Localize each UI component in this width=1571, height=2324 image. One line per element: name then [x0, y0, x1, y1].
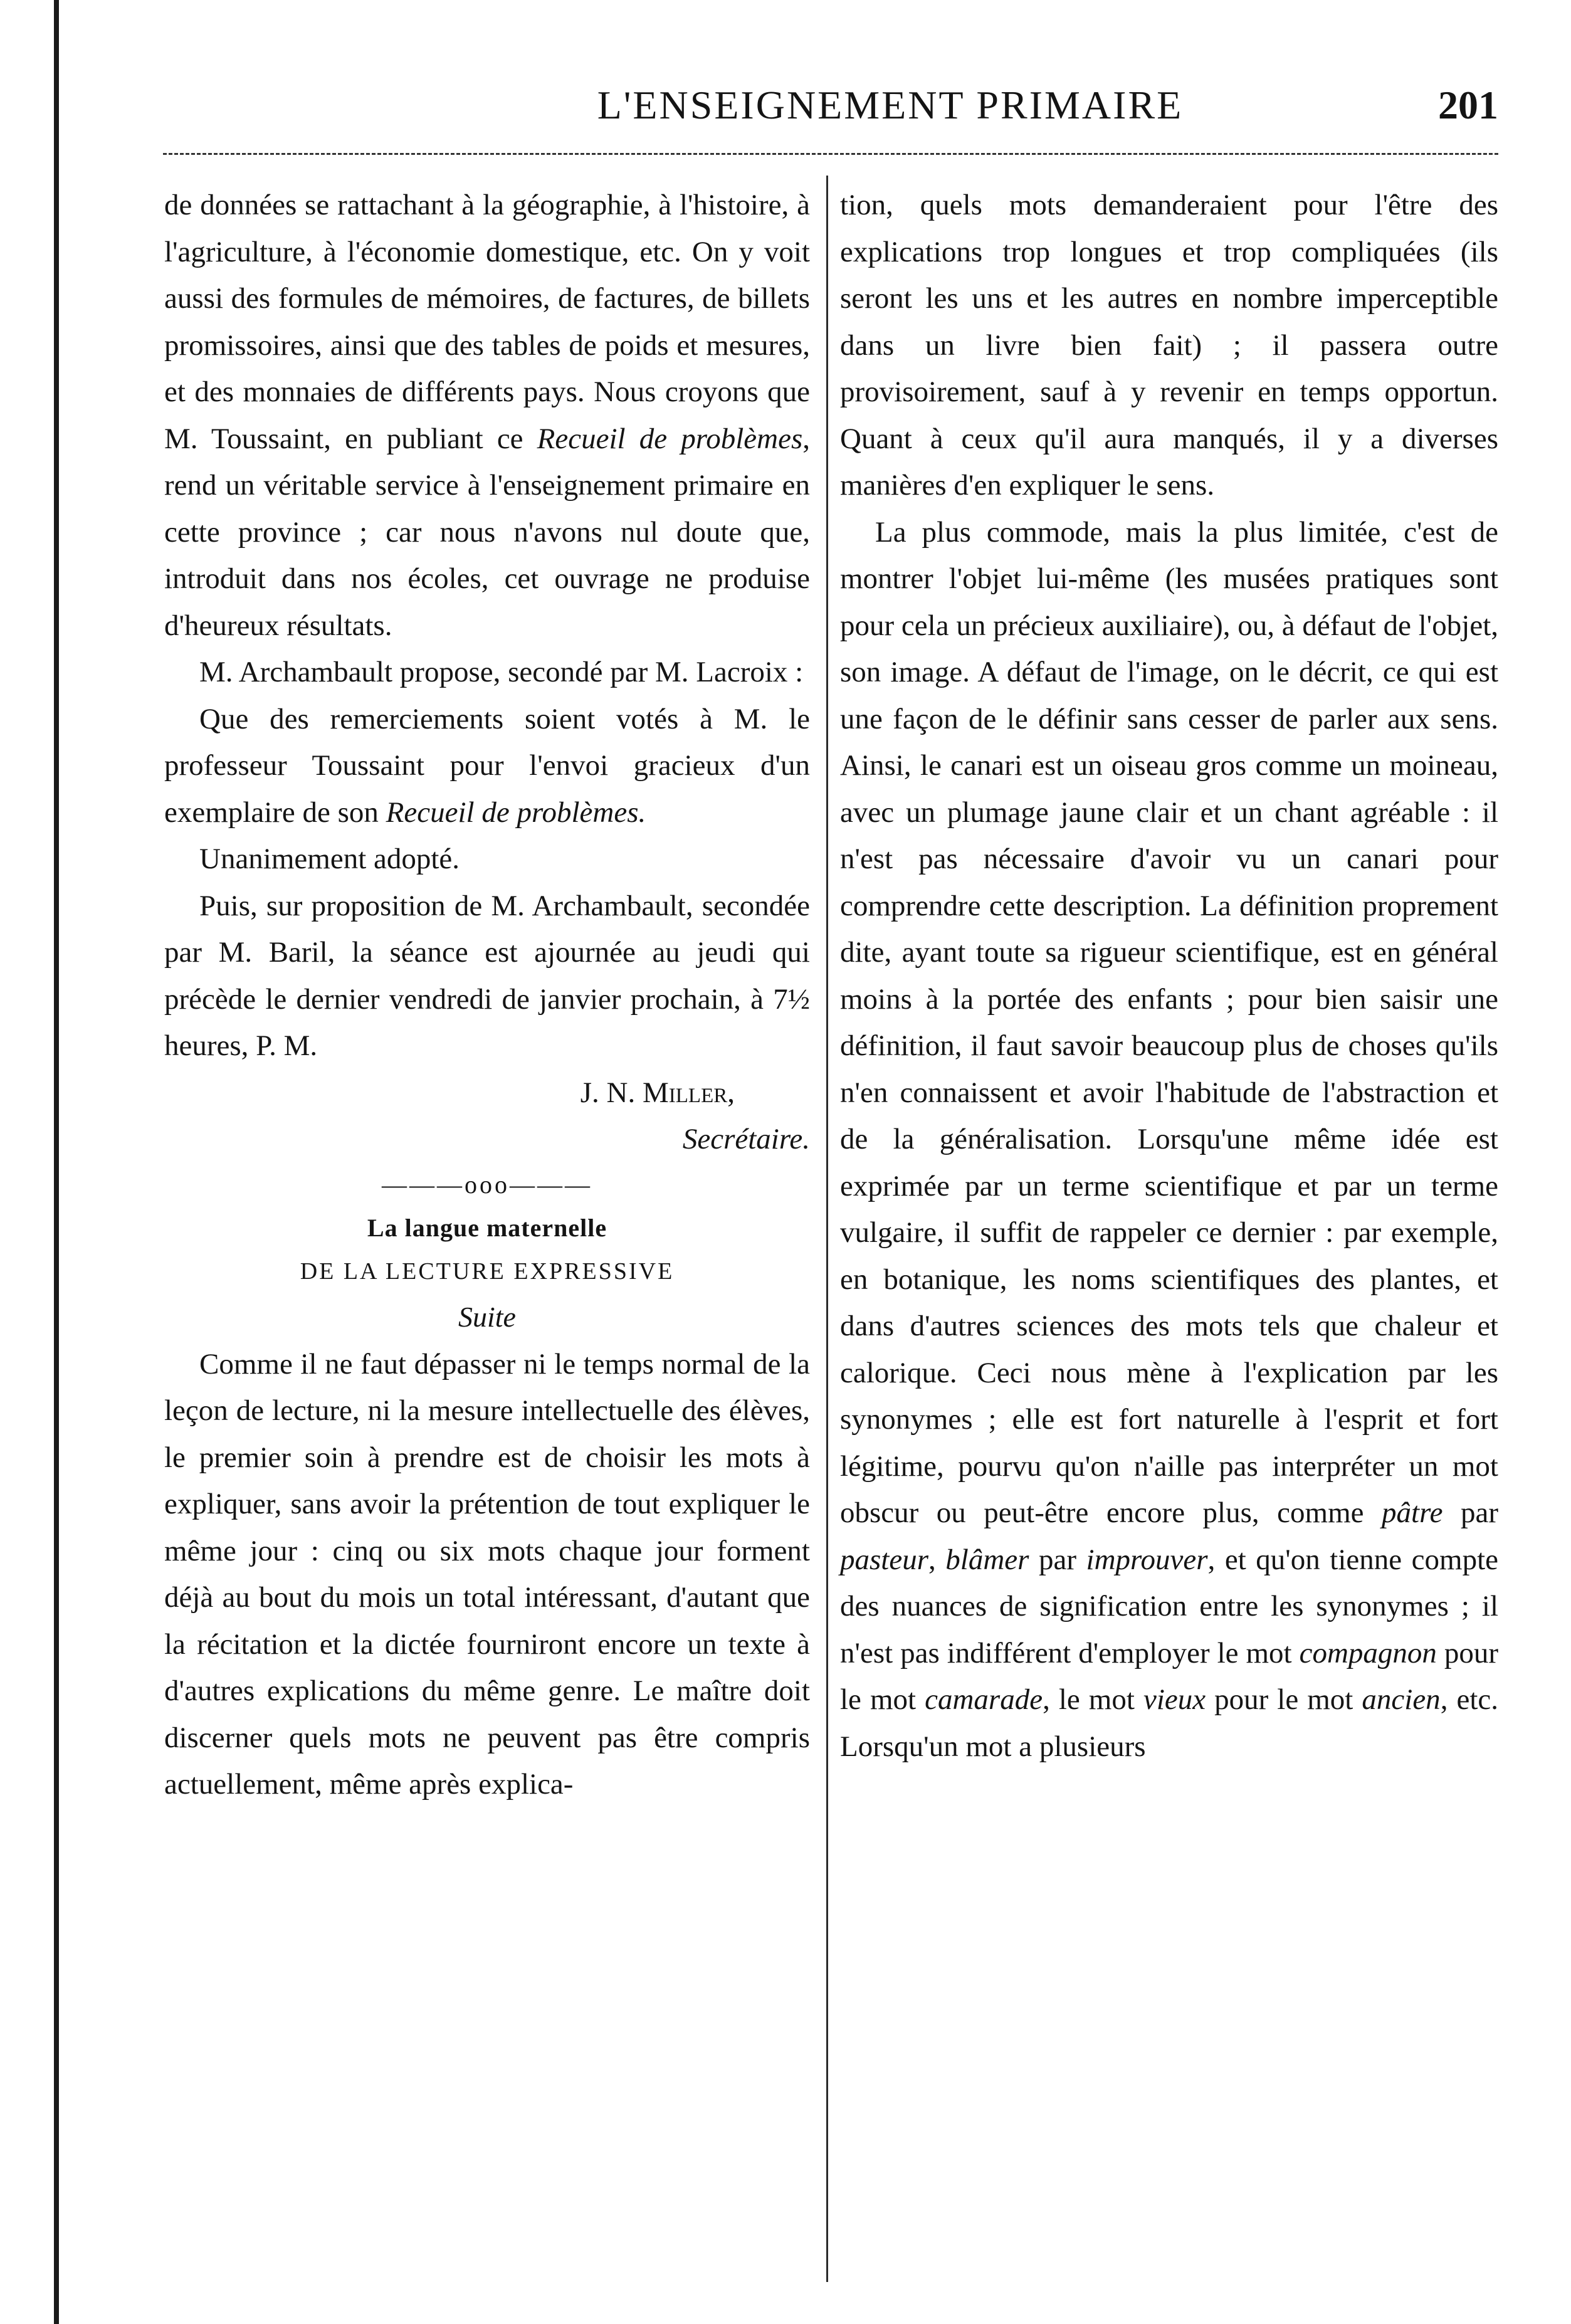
signature-role: Secrétaire.	[682, 1123, 810, 1155]
book-title: Recueil de problèmes	[537, 422, 803, 455]
left-column	[164, 182, 810, 1808]
paragraph: de données se rattachant à la géographie, à l'histoire, à l'agriculture, à l'économie domestique, etc. On y voit aussi des formules de mémoires, de factures, de billets promissoires, ainsi que des tables de poids et mesures, et des monnaies de différents pays. Nous croyons que M. Toussaint, en publiant ce Recueil de problèmes, rend un véritable service à l'enseignement primaire en cette province ; car nous n'avons nul doute que, introduit dans nos écoles, cet ouvrage ne produise d'heureux résultats.	[164, 189, 810, 642]
page-edge-shadow	[54, 0, 59, 2324]
paragraph: Comme il ne faut dépasser ni le temps normal de la leçon de lecture, ni la mesure intellectuelle des élèves, le premier soin à prendre est de choisir les mots à expliquer, sans avoir la prétention de tout expliquer le même jour : cinq ou six mots chaque jour forment déjà au bout du mois un total intéressant, d'autant que la récitation et la dictée fourniront encore un texte à d'autres explications du même genre. Le maître doit discerner quels mots ne peuvent pas être compris actuellement, même après explica-	[164, 1347, 810, 1801]
article-subtitle: DE LA LECTURE EXPRESSIVE	[300, 1258, 675, 1285]
paragraph: Unanimement adopté.	[199, 843, 460, 875]
article-suite: Suite	[458, 1300, 516, 1333]
paragraph: tion, quels mots demanderaient pour l'être des explications trop longues et trop compliquées (ils seront les uns et les autres en nombre imperceptible dans un livre bien fait) ; il passera outre provisoirement, sauf à y revenir en temps opportun. Quant à ceux qu'il aura manqués, il y a diverses manières d'en expliquer le sens.	[840, 189, 1498, 502]
paragraph: La plus commode, mais la plus limitée, c'est de montrer l'objet lui-même (les musées pratiques sont pour cela un précieux auxiliaire), ou, à défaut de l'objet, son image. A défaut de l'image, on le décrit, ce qui est une façon de le définir sans cesser de parler aux sens. Ainsi, le canari est un oiseau gros comme un moineau, avec un plumage jaune clair et un chant agréable : il n'est pas nécessaire d'avoir vu un canari pour comprendre cette description. La définition proprement dite, ayant toute sa rigueur scientifique, est en général moins à la portée des enfants ; pour bien saisir une définition, il faut savoir beaucoup plus de choses qu'ils n'en connaissent et avoir l'habitude de l'abstraction et de la généralisation. Lorsqu'une même idée est exprimée par un terme scientifique et par un terme vulgaire, il suffit de rappeler ce dernier : par exemple, en botanique, les noms scientifiques des plantes, et dans d'autres sciences des mots tels que chaleur et calorique. Ceci nous mène à l'explication par les synonymes ; elle est fort naturelle à l'esprit et fort légitime, pourvu qu'on n'aille pas interpréter un mot obscur ou peut-être encore plus, comme pâtre par pasteur, blâmer par improuver, et qu'on tienne compte des nuances de signification entre les synonymes ; il n'est pas indifférent d'employer le mot compagnon pour le mot camarade, le mot vieux pour le mot ancien, etc. Lorsqu'un mot a plusieurs	[840, 515, 1499, 1763]
section-separator: ———ooo———	[382, 1170, 592, 1199]
header-rule	[163, 153, 1498, 155]
page-number: 201	[1438, 83, 1498, 127]
paragraph: Que des remerciements soient votés à M. le professeur Toussaint pour l'envoi gracieux d'un exemplaire de son Recueil de problèmes.	[164, 702, 810, 829]
signature-name: J. N. Miller,	[580, 1076, 735, 1109]
paragraph: Puis, sur proposition de M. Archambault, secondée par M. Baril, la séance est ajournée au jeudi qui précède le dernier vendredi de janvier prochain, à 7½ heures, P. M.	[164, 889, 810, 1062]
journal-title: L'ENSEIGNEMENT PRIMAIRE	[597, 83, 1184, 127]
book-title: Recueil de problèmes.	[386, 796, 646, 829]
running-header	[163, 80, 1498, 130]
column-divider	[826, 176, 828, 2282]
paragraph: M. Archambault propose, secondé par M. Lacroix :	[199, 656, 804, 688]
right-column	[840, 182, 1498, 1770]
article-title: La langue maternelle	[367, 1213, 607, 1242]
